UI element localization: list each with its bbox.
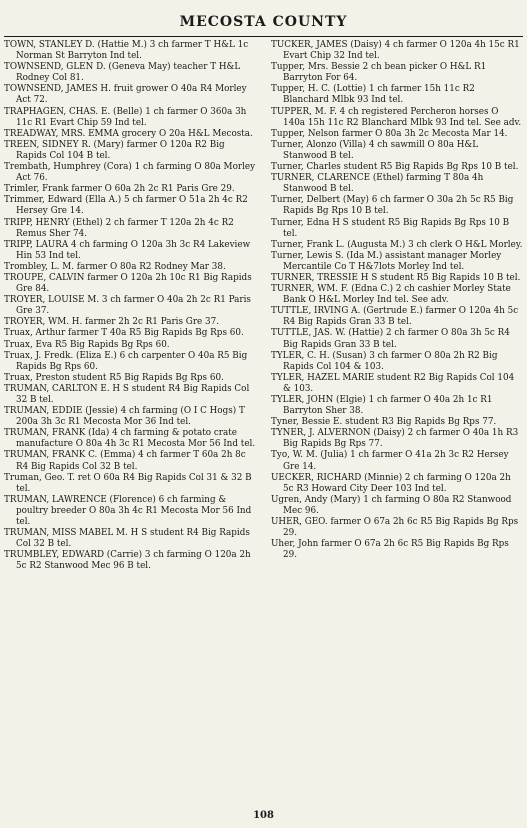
directory-entry: TRUMAN, FRANK (Ida) 4 ch farming & potato crate manufacture O 80a 4h 3c R1 Mecosta Mor 56 Ind tel. (4, 428, 256, 450)
directory-entry: TUTTLE, IRVING A. (Gertrude E.) farmer O 120a 4h 5c R4 Big Rapids Gran 33 B tel. (271, 306, 519, 328)
directory-entry: TRUMBLEY, EDWARD (Carrie) 3 ch farming O 120a 2h 5c R2 Stanwood Mec 96 B tel. (4, 550, 251, 572)
directory-entry: TYNER, J. ALVERNON (Daisy) 2 ch farmer O 40a 1h R3 Big Rapids Bg Rps 77. (271, 428, 519, 450)
directory-entry: Trimler, Frank farmer O 60a 2h 2c R1 Paris Gre 29. (4, 184, 235, 195)
directory-entry: UHER, GEO. farmer O 67a 2h 6c R5 Big Rapids Bg Rps 29. (271, 517, 519, 539)
directory-entry: TRUMAN, FRANK C. (Emma) 4 ch farmer T 60a 2h 8c R4 Big Rapids Col 32 B tel. (4, 450, 246, 472)
directory-entry: TUPPER, M. F. 4 ch registered Percheron horses O 140a 15h 11c R2 Blanchard Mlbk 93 Ind tel. See adv. (271, 106, 522, 128)
directory-entry: Turner, Edna H S student R5 Big Rapids Bg Rps 10 B tel. (271, 217, 510, 239)
directory-entry: Truax, J. Fredk. (Eliza E.) 6 ch carpenter O 40a R5 Big Rapids Bg Rps 60. (4, 350, 248, 372)
directory-entry: TREEN, SIDNEY R. (Mary) farmer O 120a R2 Big Rapids Col 104 B tel. (4, 139, 225, 161)
header-rule (4, 36, 523, 37)
directory-entry: Truax, Arthur farmer T 40a R5 Big Rapids Bg Rps 60. (4, 328, 244, 339)
directory-entry: TROYER, LOUISE M. 3 ch farmer O 40a 2h 2c R1 Paris Gre 37. (4, 295, 251, 317)
directory-entry: TOWN, STANLEY D. (Hattie M.) 3 ch farmer T H&L 1c Norman St Barryton Ind tel. (4, 40, 249, 62)
directory-entry: UECKER, RICHARD (Minnie) 2 ch farming O 120a 2h 5c R3 Howard City Deer 103 Ind tel. (271, 472, 511, 494)
directory-entry: Trimmer, Edward (Ella A.) 5 ch farmer O 51a 2h 4c R2 Hersey Gre 14. (4, 195, 248, 217)
directory-entry: Trombley, L. M. farmer O 80a R2 Rodney Mar 38. (4, 261, 226, 272)
directory-entry: TUTTLE, JAS. W. (Hattie) 2 ch farmer O 80a 3h 5c R4 Big Rapids Gran 33 B tel. (271, 328, 510, 350)
directory-entry: Turner, Charles student R5 Big Rapids Bg Rps 10 B tel. (271, 162, 519, 173)
left-column (4, 40, 256, 573)
directory-entry: TRIPP, HENRY (Ethel) 2 ch farmer T 120a 2h 4c R2 Remus Sher 74. (4, 217, 234, 239)
directory-entry: Tupper, H. C. (Lottie) 1 ch farmer 15h 11c R2 Blanchard Mlbk 93 Ind tel. (271, 84, 475, 106)
directory-entry: TURNER, TRESSIE H S student R5 Big Rapids 10 B tel. (271, 272, 521, 283)
directory-entry: Turner, Lewis S. (Ida M.) assistant manager Morley Mercantile Co T H&7lots Morley Ind tel. (271, 250, 502, 272)
directory-entry: TYLER, JOHN (Elgie) 1 ch farmer O 40a 2h 1c R1 Barryton Sher 38. (271, 395, 493, 417)
directory-entry: Turner, Delbert (May) 6 ch farmer O 30a 2h 5c R5 Big Rapids Bg Rps 10 B tel. (271, 195, 514, 217)
page-title: MECOSTA COUNTY (179, 14, 348, 30)
directory-entry: TROUPE, CALVIN farmer O 120a 2h 10c R1 Big Rapids Gre 84. (4, 272, 252, 295)
directory-entry: TURNER, CLARENCE (Ethel) farming T 80a 4h Stanwood B tel. (271, 173, 484, 195)
directory-entry: Turner, Frank L. (Augusta M.) 3 ch clerk O H&L Morley. (271, 239, 523, 250)
directory-entry: TRUMAN, MISS MABEL M. H S student R4 Big Rapids Col 32 B tel. (4, 528, 250, 550)
directory-entry: Truax, Eva R5 Big Rapids Bg Rps 60. (4, 339, 170, 350)
directory-entry: Tupper, Nelson farmer O 80a 3h 2c Mecosta Mar 14. (271, 128, 508, 139)
right-column (271, 40, 523, 561)
page-number: 108 (253, 810, 274, 821)
directory-entry: TROYER, WM. H. farmer 2h 2c R1 Paris Gre 37. (4, 317, 220, 328)
directory-entry: TYLER, HAZEL MARIE student R2 Big Rapids Col 104 & 103. (271, 372, 515, 394)
directory-entry: TRUMAN, CARLTON E. H S student R4 Big Rapids Col 32 B tel. (4, 383, 250, 405)
directory-entry: TYLER, C. H. (Susan) 3 ch farmer O 80a 2h R2 Big Rapids Col 104 & 103. (271, 350, 498, 372)
directory-entry: TRUMAN, LAWRENCE (Florence) 6 ch farming & poultry breeder O 80a 3h 4c R1 Mecosta Mor 56 Ind tel. (4, 494, 252, 528)
directory-entry: TRIPP, LAURA 4 ch farming O 120a 3h 3c R4 Lakeview Hin 53 Ind tel. (4, 239, 251, 261)
directory-entry: Trembath, Humphrey (Cora) 1 ch farming O 80a Morley Act 76. (4, 162, 256, 184)
directory-entry: TREADWAY, MRS. EMMA grocery O 20a H&L Mecosta. (4, 128, 253, 139)
directory-entry: TOWNSEND, GLEN D. (Geneva May) teacher T H&L Rodney Col 81. (4, 62, 241, 84)
directory-entry: Turner, Alonzo (Villa) 4 ch sawmill O 80a H&L Stanwood B tel. (271, 139, 479, 161)
directory-entry: TURNER, WM. F. (Edna C.) 2 ch cashier Morley State Bank O H&L Morley Ind tel. See adv. (271, 284, 511, 306)
directory-entry: TRAPHAGEN, CHAS. E. (Belle) 1 ch farmer O 360a 3h 11c R1 Evart Chip 59 Ind tel. (4, 106, 247, 128)
directory-entry: Tyo, W. M. (Julia) 1 ch farmer O 41a 2h 3c R2 Hersey Gre 14. (271, 450, 509, 472)
directory-entry: TRUMAN, EDDIE (Jessie) 4 ch farming (O I C Hogs) T 200a 3h 3c R1 Mecosta Mor 36 Ind tel. (4, 406, 245, 428)
page-header (0, 0, 527, 38)
directory-entry: TOWNSEND, JAMES H. fruit grower O 40a R4 Morley Act 72. (4, 84, 247, 106)
directory-entry: Ugren, Andy (Mary) 1 ch farming O 80a R2 Stanwood Mec 96. (271, 494, 512, 516)
directory-entry: Tupper, Mrs. Bessie 2 ch bean picker O H&L R1 Barryton For 64. (271, 62, 487, 84)
directory-entry: Tyner, Bessie E. student R3 Big Rapids Bg Rps 77. (271, 417, 497, 428)
directory-entry: Truax, Preston student R5 Big Rapids Bg Rps 60. (4, 372, 224, 383)
directory-entry: TUCKER, JAMES (Daisy) 4 ch farmer O 120a 4h 15c R1 Evart Chip 32 Ind tel. (271, 40, 520, 62)
directory-entry: Truman, Geo. T. ret O 60a R4 Big Rapids Col 31 & 32 B tel. (4, 472, 252, 494)
directory-entry: Uher, John farmer O 67a 2h 6c R5 Big Rapids Bg Rps 29. (271, 539, 509, 561)
